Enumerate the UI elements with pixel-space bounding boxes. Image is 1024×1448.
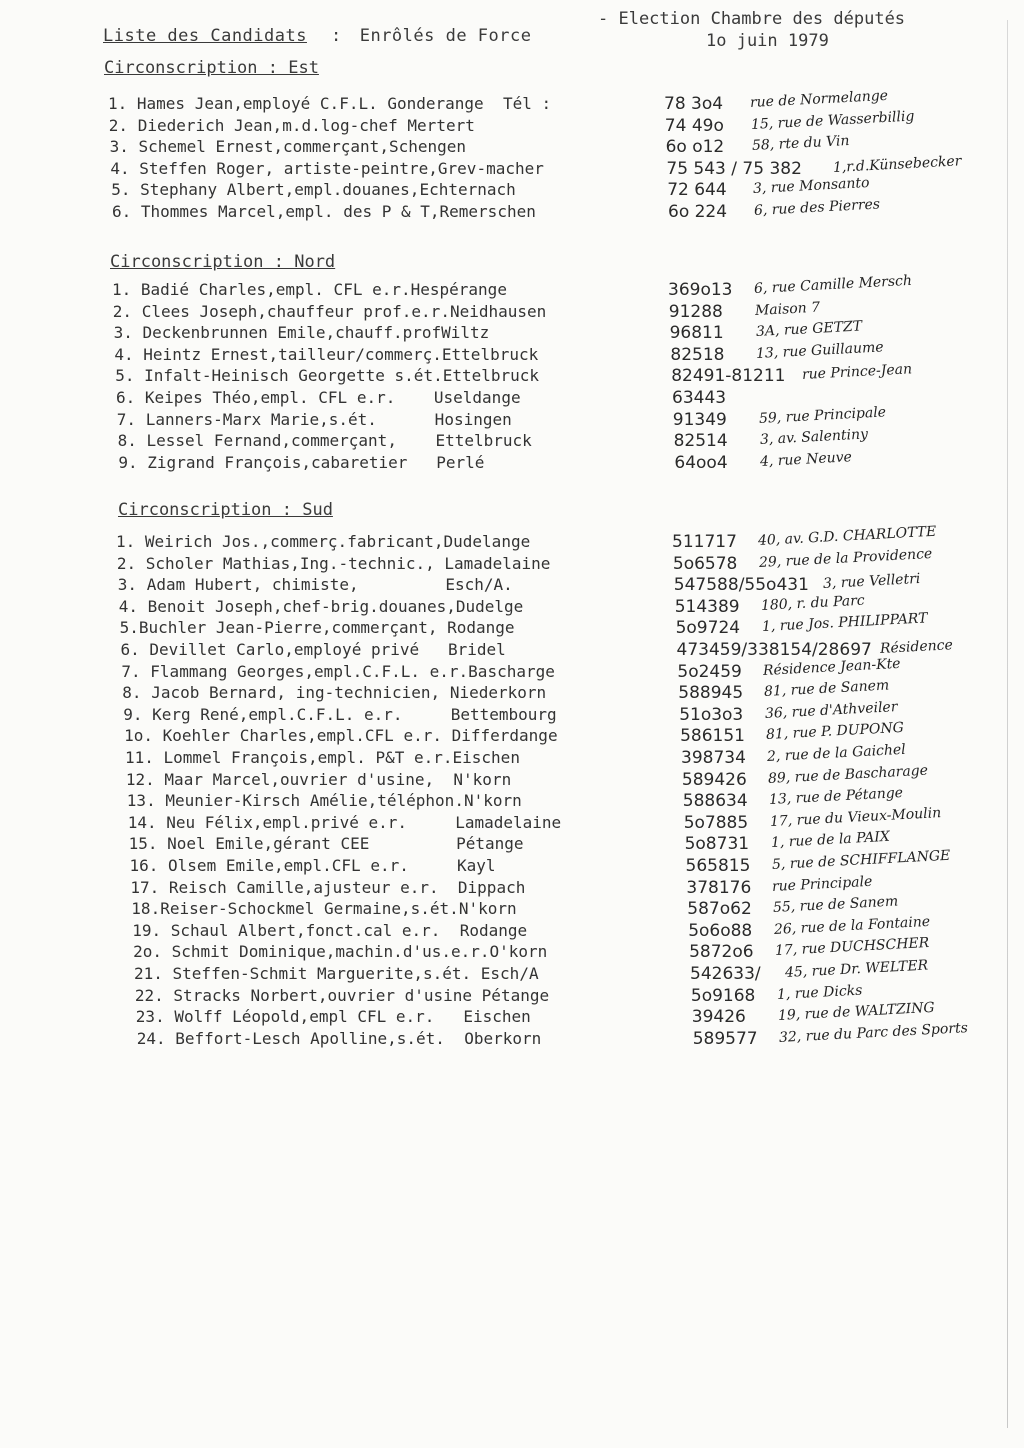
candidate-row xyxy=(117,571,1024,597)
candidate-address: rue de Normelange xyxy=(749,87,889,111)
candidate-entry: 1o. Koehler Charles,empl.CFL e.r. Differdange xyxy=(124,726,558,746)
candidate-phone: 91349 xyxy=(672,409,727,430)
candidate-entry: 17. Reisch Camille,ajusteur e.r. Dippach xyxy=(130,877,526,897)
candidate-address: 2, rue de la Gaichel xyxy=(766,741,907,765)
candidate-entry: 24. Beffort-Lesch Apolline,s.ét. Oberkorn xyxy=(136,1028,542,1048)
candidate-entry: 4. Benoit Joseph,chef-brig.douanes,Dudelge xyxy=(118,596,524,616)
candidate-entry: 3. Adam Hubert, chimiste, Esch/A. xyxy=(117,575,513,595)
candidate-address: rue Principale xyxy=(771,873,874,895)
section-title: Circonscription : Sud xyxy=(118,500,333,520)
candidate-phone: 542633/ xyxy=(690,964,761,984)
candidate-phone: 82514 xyxy=(673,431,728,452)
candidate-entry: 18.Reiser-Schockmel Germaine,s.ét.N'korn xyxy=(131,899,517,919)
candidate-address: 3, av. Salentiny xyxy=(759,426,868,449)
candidate-row xyxy=(110,153,1024,181)
election-header xyxy=(598,8,978,52)
candidate-phone: 6o 224 xyxy=(668,202,728,222)
section-title: Circonscription : Est xyxy=(104,58,319,78)
candidate-phone: 589426 xyxy=(681,769,747,790)
candidate-entry: 4. Steffen Roger, artiste-peintre,Grev-macher xyxy=(110,158,544,178)
candidate-address: Résidence xyxy=(879,637,953,657)
candidate-row xyxy=(116,388,1024,410)
candidate-address: 81, rue de Sanem xyxy=(763,677,890,701)
candidate-address: 13, rue de Pétange xyxy=(768,785,904,809)
candidate-phone: 82491-81211 xyxy=(671,366,786,387)
candidate-row xyxy=(129,847,1024,878)
candidate-address: 59, rue Principale xyxy=(758,403,887,427)
candidate-address: 17, rue DUCHSCHER xyxy=(774,935,930,960)
candidate-entry: 4. Heintz Ernest,tailleur/commerç.Ettelbruck xyxy=(114,344,539,364)
candidate-phone: 565815 xyxy=(685,856,751,876)
candidate-row xyxy=(113,318,1024,345)
candidate-entry: 23. Wolff Léopold,empl CFL e.r. Eischen xyxy=(135,1007,531,1027)
candidate-phone: 75 543 / 75 382 xyxy=(666,158,802,179)
candidate-address: 36, rue d'Athveiler xyxy=(764,698,899,722)
candidate-address: 81, rue P. DUPONG xyxy=(765,720,905,744)
candidate-entry: 2. Scholer Mathias,Ing.-technic., Lamadelaine xyxy=(116,553,551,573)
candidate-address: 6, rue Camille Mersch xyxy=(753,272,913,297)
title-separator: : xyxy=(330,26,342,46)
candidate-phone: 51o3o3 xyxy=(679,704,744,725)
section-title: Circonscription : Nord xyxy=(110,252,336,272)
candidate-row xyxy=(112,272,1024,302)
candidate-address: 1, rue de la PAIX xyxy=(770,829,890,852)
candidate-address: 40, av. G.D. CHARLOTTE xyxy=(757,523,937,549)
candidate-phone: 511717 xyxy=(672,532,737,552)
candidate-entry: 8. Lessel Fernand,commerçant, Ettelbruck xyxy=(117,431,532,451)
list-title: Liste des Candidats xyxy=(103,26,307,46)
candidate-phone: 5o9724 xyxy=(675,618,741,639)
candidate-address: 3A, rue GETZT xyxy=(755,318,863,341)
candidate-phone: 91288 xyxy=(668,301,723,322)
candidate-entry: 5. Infalt-Heinisch Georgette s.ét.Ettelbruck xyxy=(115,366,540,386)
candidate-entry: 13. Meunier-Kirsch Amélie,téléphon.N'korn xyxy=(126,791,522,811)
candidate-address: 4, rue Neuve xyxy=(759,448,853,470)
candidate-phone: 547588/55o431 xyxy=(673,575,809,596)
candidate-address: 1,r.d.Künsebecker xyxy=(832,153,963,176)
candidate-address: 3, rue Monsanto xyxy=(752,175,871,198)
candidate-address: Maison 7 xyxy=(754,299,821,319)
candidate-phone: 82518 xyxy=(670,344,725,365)
candidate-row xyxy=(112,196,1024,224)
candidate-entry: 3. Deckenbrunnen Emile,chauff.profWiltz xyxy=(113,323,490,343)
candidate-address: 55, rue de Sanem xyxy=(772,893,899,917)
candidate-entry: 2o. Schmit Dominique,machin.d'us.e.r.O'korn xyxy=(133,942,548,962)
candidate-phone: 369o13 xyxy=(668,280,733,300)
candidate-address: 3, rue Velletri xyxy=(822,571,921,593)
candidate-entry: 6. Devillet Carlo,employé privé Bridel xyxy=(120,640,506,659)
candidate-phone: 78 3o4 xyxy=(664,94,724,114)
candidate-phone: 96811 xyxy=(669,323,724,344)
candidate-phone: 64oo4 xyxy=(674,452,728,473)
candidate-entry: 15. Noel Emile,gérant CEE Pétange xyxy=(128,834,524,854)
candidate-entry: 19. Schaul Albert,fonct.cal e.r. Rodange xyxy=(132,920,528,940)
election-line: - Election Chambre des députés xyxy=(598,9,906,29)
candidate-entry: 1. Weirich Jos.,commerç.fabricant,Dudelange xyxy=(116,532,531,551)
candidate-address: 15, rue de Wasserbillig xyxy=(750,108,915,133)
candidate-phone: 5o9168 xyxy=(690,985,756,1006)
candidate-address: 13, rue Guillaume xyxy=(755,339,885,362)
candidate-address: 1, rue Jos. PHILIPPART xyxy=(761,610,928,636)
candidate-entry: 5. Stephany Albert,empl.douanes,Echternach xyxy=(111,180,516,200)
candidate-entry: 12. Maar Marcel,ouvrier d'usine, N'korn xyxy=(125,769,512,789)
candidate-phone: 398734 xyxy=(681,748,746,768)
candidate-entry: 1. Badié Charles,empl. CFL e.r.Hespérange xyxy=(112,280,507,299)
candidate-phone: 589577 xyxy=(692,1028,758,1049)
candidate-entry: 14. Neu Félix,empl.privé e.r. Lamadelaine xyxy=(127,812,562,832)
candidate-phone: 39426 xyxy=(691,1007,746,1028)
candidate-address: 26, rue de la Fontaine xyxy=(773,913,931,938)
candidate-entry: 11. Lommel François,empl. P&T e.r.Eischen xyxy=(125,748,520,767)
candidate-phone: 5872o6 xyxy=(689,942,754,963)
candidate-phone: 5o6o88 xyxy=(688,920,753,941)
candidate-entry: 1. Hames Jean,employé C.F.L. Gonderange Tél : xyxy=(108,94,552,113)
group-title: Enrôlés de Force xyxy=(359,26,532,46)
candidate-row xyxy=(115,361,1024,388)
election-date: 1o juin 1979 xyxy=(706,31,829,51)
candidate-address: 1, rue Dicks xyxy=(776,982,863,1003)
candidate-row xyxy=(109,133,1024,159)
candidate-phone: 5o8731 xyxy=(684,834,750,855)
candidate-phone: 5o2459 xyxy=(677,661,742,682)
candidate-entry: 9. Zigrand François,cabaretier Perlé xyxy=(118,452,485,472)
candidate-address: 19, rue de WALTZING xyxy=(777,999,935,1025)
candidate-row xyxy=(112,299,1024,324)
candidate-phone: 514389 xyxy=(674,596,740,617)
candidate-row xyxy=(108,108,1024,138)
candidate-phone: 588945 xyxy=(678,683,744,704)
candidate-entry: 2. Diederich Jean,m.d.log-chef Mertert xyxy=(108,115,475,135)
candidate-row xyxy=(134,957,1024,986)
candidate-entry: 5.Buchler Jean-Pierre,commerçant, Rodange xyxy=(119,618,515,638)
candidate-address: rue Prince-Jean xyxy=(801,361,913,384)
candidate-entry: 22. Stracks Norbert,ouvrier d'usine Pétange xyxy=(134,985,550,1005)
candidate-entry: 7. Lanners-Marx Marie,s.ét. Hosingen xyxy=(116,409,512,429)
candidate-address: 6, rue des Pierres xyxy=(753,196,881,219)
candidate-phone: 72 644 xyxy=(667,180,727,201)
candidate-address: 17, rue du Vieux-Moulin xyxy=(769,804,942,830)
candidate-phone: 588634 xyxy=(682,791,748,812)
candidate-row xyxy=(117,426,1024,453)
candidate-address: 89, rue de Bascharage xyxy=(767,762,929,787)
candidate-phone: 6o o12 xyxy=(665,137,725,158)
candidate-entry: 8. Jacob Bernard, ing-technicien, Niederkorn xyxy=(122,683,547,703)
candidate-entry: 6. Keipes Théo,empl. CFL e.r. Useldange xyxy=(116,388,521,407)
candidate-phone: 586151 xyxy=(680,726,745,747)
candidate-entry: 6. Thommes Marcel,empl. des P & T,Remerschen xyxy=(112,202,536,221)
candidate-address: 32, rue du Parc des Sports xyxy=(778,1019,968,1046)
candidate-entry: 2. Clees Joseph,chauffeur prof.e.r.Neidhausen xyxy=(112,301,547,321)
candidate-entry: 21. Steffen-Schmit Marguerite,s.ét. Esch/A xyxy=(134,964,539,983)
candidate-row xyxy=(119,610,1024,640)
candidate-row xyxy=(118,448,1024,475)
candidate-phone: 378176 xyxy=(686,877,752,898)
candidate-phone: 5o7885 xyxy=(683,812,749,833)
candidate-address: Résidence Jean-Kte xyxy=(762,655,902,679)
candidate-phone: 63443 xyxy=(672,388,727,408)
candidate-row xyxy=(136,1019,1024,1051)
candidate-entry: 9. Kerg René,empl.C.F.L. e.r. Bettembourg xyxy=(123,704,557,724)
candidate-address: 45, rue Dr. WELTER xyxy=(784,957,929,981)
candidate-phone: 5o6578 xyxy=(672,553,738,574)
candidate-phone: 473459/338154/28697 xyxy=(676,640,872,660)
candidate-entry: 7. Flammang Georges,empl.C.F.L. e.r.Bascharge xyxy=(121,661,555,681)
candidate-row xyxy=(111,175,1024,202)
candidate-phone: 74 49o xyxy=(664,115,724,136)
candidate-phone: 587o62 xyxy=(687,899,752,920)
candidate-row xyxy=(116,403,1024,432)
candidate-entry: 3. Schemel Ernest,commerçant,Schengen xyxy=(109,137,467,157)
candidate-address: 5, rue de SCHIFFLANGE xyxy=(771,847,951,873)
candidate-address: 29, rue de la Providence xyxy=(758,545,933,571)
document-title xyxy=(103,26,531,46)
candidate-address: 58, rte du Vin xyxy=(751,133,850,155)
candidate-entry: 16. Olsem Emile,empl.CFL e.r. Kayl xyxy=(129,856,496,875)
candidate-address: 180, r. du Parc xyxy=(760,592,865,614)
